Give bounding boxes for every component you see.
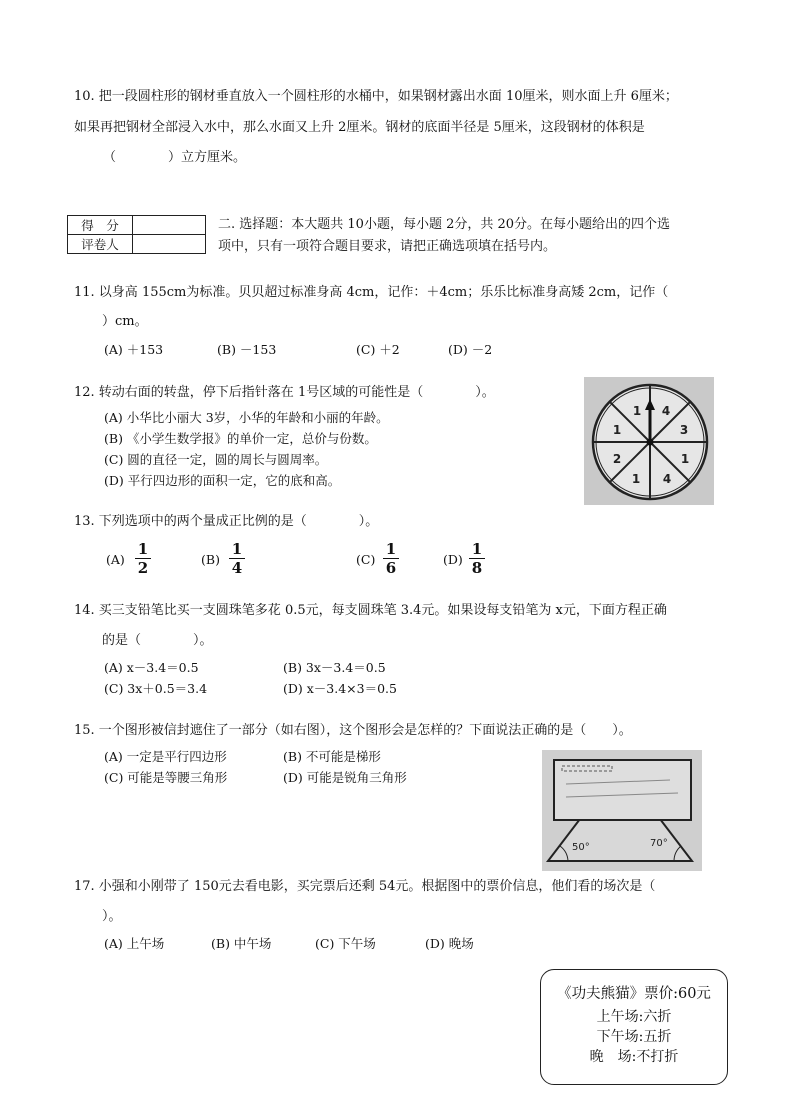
- spinner-number: 1: [632, 404, 642, 418]
- q17-line2: ）。: [102, 909, 122, 924]
- q11-option-a[interactable]: (A) ＋153: [104, 342, 164, 357]
- angle-label-right: 70°: [650, 838, 668, 849]
- q13-option-b-fraction[interactable]: [229, 541, 245, 576]
- spinner-number: 4: [662, 472, 672, 486]
- q12-option-a[interactable]: (A) 小华比小丽大 3岁，小华的年龄和小丽的年龄。: [104, 410, 389, 425]
- q17-option-c[interactable]: (C) 下午场: [315, 936, 376, 951]
- envelope-svg: [542, 750, 702, 871]
- spinner-image: [584, 377, 714, 505]
- spinner-number: 1: [680, 452, 690, 466]
- spinner-number: 3: [679, 423, 689, 437]
- fraction-denominator: 8: [471, 559, 483, 577]
- score-cell[interactable]: [133, 216, 206, 235]
- q14-line2: 的是（ ）。: [102, 633, 213, 648]
- spinner-svg: [584, 377, 714, 505]
- q13-option-a-fraction[interactable]: [135, 541, 151, 576]
- hidden-shape-trapezoid: [548, 819, 692, 861]
- spinner-number: 4: [661, 404, 671, 418]
- score-label: 得 分: [68, 216, 133, 235]
- section2-line2: 项中，只有一项符合题目要求，请把正确选项填在括号内。: [218, 239, 557, 254]
- q13-option-b-letter[interactable]: (B): [201, 552, 220, 567]
- q14-option-c[interactable]: (C) 3x＋0.5＝3.4: [104, 681, 208, 696]
- q13-option-c-letter[interactable]: (C): [356, 552, 376, 567]
- q10-line2: 如果再把钢材全部浸入水中，那么水面又上升 2厘米。钢材的底面半径是 5厘米，这段钢材的体积是: [74, 120, 645, 135]
- q11-option-b[interactable]: (B) －153: [217, 342, 277, 357]
- q17-line1: 17. 小强和小刚带了 150元去看电影，买完票后还剩 54元。根据图中的票价信息，他们看的场次是（: [74, 879, 656, 894]
- q14-line1: 14. 买三支铅笔比买一支圆珠笔多花 0.5元，每支圆珠笔 3.4元。如果设每支铅笔为 x元，下面方程正确: [74, 603, 667, 618]
- envelope-rect: [554, 760, 691, 820]
- score-table: [67, 215, 206, 254]
- q15-option-b[interactable]: (B) 不可能是梯形: [283, 749, 381, 764]
- ticket-evening: 晚 场:不打折: [589, 1049, 679, 1065]
- fraction-denominator: 2: [137, 559, 149, 577]
- q11-line1: 11. 以身高 155cm为标准。贝贝超过标准身高 4cm，记作：＋4cm；乐乐比标准身高矮 2cm，记作（: [74, 285, 669, 300]
- q10-line1: 10. 把一段圆柱形的钢材垂直放入一个圆柱形的水桶中，如果钢材露出水面 10厘米，则水面上升 6厘米；: [74, 89, 678, 104]
- fraction-denominator: 4: [231, 559, 243, 577]
- spinner-number: 1: [612, 423, 622, 437]
- q11-option-c[interactable]: (C) ＋2: [356, 342, 400, 357]
- spinner-hub: [647, 439, 654, 446]
- fraction-numerator: 1: [231, 540, 243, 558]
- q15-option-d[interactable]: (D) 可能是锐角三角形: [283, 770, 407, 785]
- q17-option-a[interactable]: (A) 上午场: [104, 936, 165, 951]
- q17-option-b[interactable]: (B) 中午场: [211, 936, 272, 951]
- q11-line2: ）cm。: [102, 314, 148, 329]
- q15-option-a[interactable]: (A) 一定是平行四边形: [104, 749, 227, 764]
- q15-stem: 15. 一个图形被信封遮住了一部分（如右图），这个图形会是怎样的？下面说法正确的是（ ）。: [74, 723, 632, 738]
- q13-stem: 13. 下列选项中的两个量成正比例的是（ ）。: [74, 514, 379, 529]
- q13-option-d-fraction[interactable]: [469, 541, 485, 576]
- q12-option-c[interactable]: (C) 圆的直径一定，圆的周长与圆周率。: [104, 452, 328, 467]
- q14-option-b[interactable]: (B) 3x－3.4＝0.5: [283, 660, 386, 675]
- envelope-figure: [542, 750, 702, 871]
- q14-option-d[interactable]: (D) x－3.4×3＝0.5: [283, 681, 397, 696]
- q12-option-d[interactable]: (D) 平行四边形的面积一定，它的底和高。: [104, 473, 341, 488]
- ticket-price-box: [540, 969, 728, 1085]
- spinner-number: 2: [612, 452, 622, 466]
- grader-label: 评卷人: [68, 235, 133, 254]
- q10-answer-line: （ ）立方厘米。: [103, 150, 247, 165]
- ticket-title: 《功夫熊猫》票价:60元: [557, 986, 711, 1002]
- fraction-numerator: 1: [471, 540, 483, 558]
- q17-option-d[interactable]: (D) 晚场: [425, 936, 474, 951]
- q12-stem: 12. 转动右面的转盘，停下后指针落在 1号区域的可能性是（ ）。: [74, 385, 495, 400]
- fraction-denominator: 6: [385, 559, 397, 577]
- grader-cell[interactable]: [133, 235, 206, 254]
- q11-option-d[interactable]: (D) －2: [448, 342, 493, 357]
- q13-option-a-letter[interactable]: (A): [106, 552, 125, 567]
- q14-option-a[interactable]: (A) x－3.4＝0.5: [104, 660, 199, 675]
- q12-option-b[interactable]: (B) 《小学生数学报》的单价一定，总价与份数。: [104, 431, 377, 446]
- q15-option-c[interactable]: (C) 可能是等腰三角形: [104, 770, 228, 785]
- ticket-afternoon: 下午场:五折: [596, 1029, 672, 1045]
- fraction-numerator: 1: [137, 540, 149, 558]
- q13-option-d-letter[interactable]: (D): [443, 552, 463, 567]
- angle-label-left: 50°: [572, 842, 590, 853]
- section2-line1: 二. 选择题：本大题共 10小题，每小题 2分，共 20分。在每小题给出的四个选: [218, 217, 671, 232]
- spinner-number: 1: [631, 472, 641, 486]
- q13-option-c-fraction[interactable]: [383, 541, 399, 576]
- ticket-morning: 上午场:六折: [596, 1009, 672, 1025]
- fraction-numerator: 1: [385, 540, 397, 558]
